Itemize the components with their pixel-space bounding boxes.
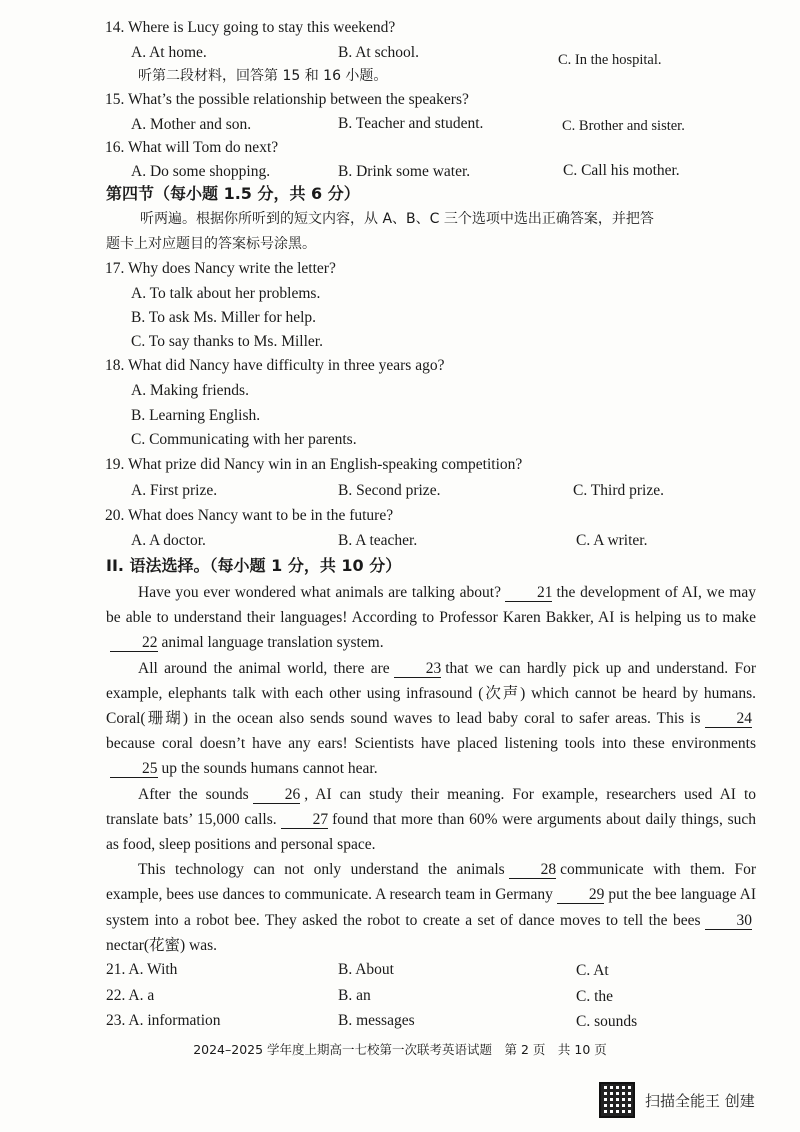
- p4-text-4: nectar(花蜜) was.: [106, 936, 218, 954]
- section4-heading: 第四节（每小题 1.5 分，共 6 分）: [106, 184, 360, 203]
- q17-option-b: B. To ask Ms. Miller for help.: [131, 309, 317, 326]
- blank-29: 29: [557, 887, 605, 904]
- q22-option-c: C. the: [576, 988, 614, 1005]
- q19-option-c: C. Third prize.: [573, 482, 664, 499]
- q14-option-a: A. At home.: [131, 44, 207, 61]
- q18-option-c: C. Communicating with her parents.: [131, 431, 357, 448]
- p2-text-3: because coral doesn’t have any ears! Scientists have placed listening tools into these environments: [106, 735, 756, 753]
- blank-27: 27: [281, 812, 329, 829]
- blank-24: 24: [705, 711, 753, 728]
- p3-text-3: found that more than 60% were arguments about daily things, such as food, sleep positions and personal space.: [106, 810, 756, 854]
- p3-text-1: After the sounds: [138, 785, 249, 803]
- grammar-passage: [106, 580, 756, 958]
- paragraph-3: [106, 782, 756, 858]
- p4-text-1: This technology can not only understand the animals: [138, 861, 505, 879]
- blank-22: 22: [110, 635, 158, 652]
- q20-stem: 20. What does Nancy want to be in the future?: [105, 507, 394, 524]
- qr-code-icon: [599, 1082, 635, 1118]
- q15-option-b: B. Teacher and student.: [338, 115, 484, 132]
- p1-text-1: Have you ever wondered what animals are talking about?: [138, 584, 501, 601]
- q18-stem: 18. What did Nancy have difficulty in three years ago?: [105, 357, 445, 374]
- paragraph-4: [106, 857, 756, 958]
- blank-23: 23: [394, 661, 442, 678]
- q19-option-a: A. First prize.: [131, 482, 218, 499]
- p1-text-2: the development of AI, we may be able to understand their languages! According to Professor Karen Bakker, AI is helping us to make: [106, 584, 756, 627]
- q20-option-a: A. A doctor.: [131, 532, 206, 549]
- paragraph-2: [106, 656, 756, 782]
- p4-text-3: put the bee language AI system into a robot bee. They asked the robot to create a set of dance moves to tell the bees: [106, 886, 756, 929]
- q23-option-a: 23. A. information: [106, 1012, 221, 1029]
- blank-30: 30: [705, 913, 753, 930]
- q17-stem: 17. Why does Nancy write the letter?: [105, 260, 336, 277]
- q14-stem: 14. Where is Lucy going to stay this weekend?: [105, 19, 396, 36]
- section4-instruction-line1: 听两遍。根据你所听到的短文内容，从 A、B、C 三个选项中选出正确答案，并把答: [140, 211, 654, 227]
- q19-stem: 19. What prize did Nancy win in an English-speaking competition?: [105, 456, 523, 473]
- q21-option-b: B. About: [338, 961, 394, 978]
- q20-option-b: B. A teacher.: [338, 532, 418, 549]
- q16-option-b: B. Drink some water.: [338, 163, 471, 180]
- q15-option-a: A. Mother and son.: [131, 116, 252, 133]
- p2-text-4: up the sounds humans cannot hear.: [161, 760, 378, 778]
- blank-25: 25: [110, 761, 158, 778]
- page-footer: 2024–2025 学年度上期高一七校第一次联考英语试题 第 2 页 共 10 页: [193, 1042, 607, 1057]
- scanner-watermark: 扫描全能王 创建: [645, 1092, 755, 1110]
- q16-stem: 16. What will Tom do next?: [105, 139, 279, 156]
- q19-option-b: B. Second prize.: [338, 482, 441, 499]
- q14-option-b: B. At school.: [338, 44, 419, 61]
- q20-option-c: C. A writer.: [576, 532, 648, 549]
- q14-option-c: C. In the hospital.: [558, 52, 662, 68]
- q18-option-a: A. Making friends.: [131, 382, 249, 399]
- grammar-heading: II. 语法选择。（每小题 1 分，共 10 分）: [106, 556, 402, 575]
- q16-option-a: A. Do some shopping.: [131, 163, 271, 180]
- p4-text-2: communicate with them. For example, bees use dances to communicate. A research team in Germany: [106, 861, 756, 904]
- paragraph-1: [106, 580, 756, 656]
- q21-option-a: 21. A. With: [106, 961, 178, 978]
- p2-text-1: All around the animal world, there are: [138, 659, 390, 677]
- q18-option-b: B. Learning English.: [131, 407, 261, 424]
- q15-stem: 15. What’s the possible relationship between the speakers?: [105, 91, 469, 108]
- q23-option-c: C. sounds: [576, 1013, 638, 1030]
- p2-text-2: that we can hardly pick up and understand. For example, elephants talk with each other using infrasound (次声) which cannot be heard by humans. Coral(珊瑚) in the ocean also sends sound waves to lead baby coral to safer areas. This is: [106, 659, 757, 728]
- q17-option-c: C. To say thanks to Ms. Miller.: [131, 333, 323, 350]
- p3-text-2: , AI can study their meaning. For example, researchers used AI to translate bats’ 15,000 calls.: [106, 785, 756, 828]
- q15-option-c: C. Brother and sister.: [562, 118, 685, 134]
- blank-28: 28: [509, 862, 557, 879]
- q16-option-c: C. Call his mother.: [563, 162, 680, 179]
- q22-option-a: 22. A. a: [106, 987, 155, 1004]
- instruction-15-16: 听第二段材料，回答第 15 和 16 小题。: [138, 68, 388, 84]
- p1-text-3: animal language translation system.: [161, 634, 384, 652]
- blank-26: 26: [253, 787, 301, 804]
- q22-option-b: B. an: [338, 987, 371, 1004]
- blank-21: 21: [505, 585, 553, 602]
- q23-option-b: B. messages: [338, 1012, 415, 1029]
- q17-option-a: A. To talk about her problems.: [131, 285, 321, 302]
- q21-option-c: C. At: [576, 962, 609, 979]
- section4-instruction-line2: 题卡上对应题目的答案标号涂黑。: [106, 236, 316, 252]
